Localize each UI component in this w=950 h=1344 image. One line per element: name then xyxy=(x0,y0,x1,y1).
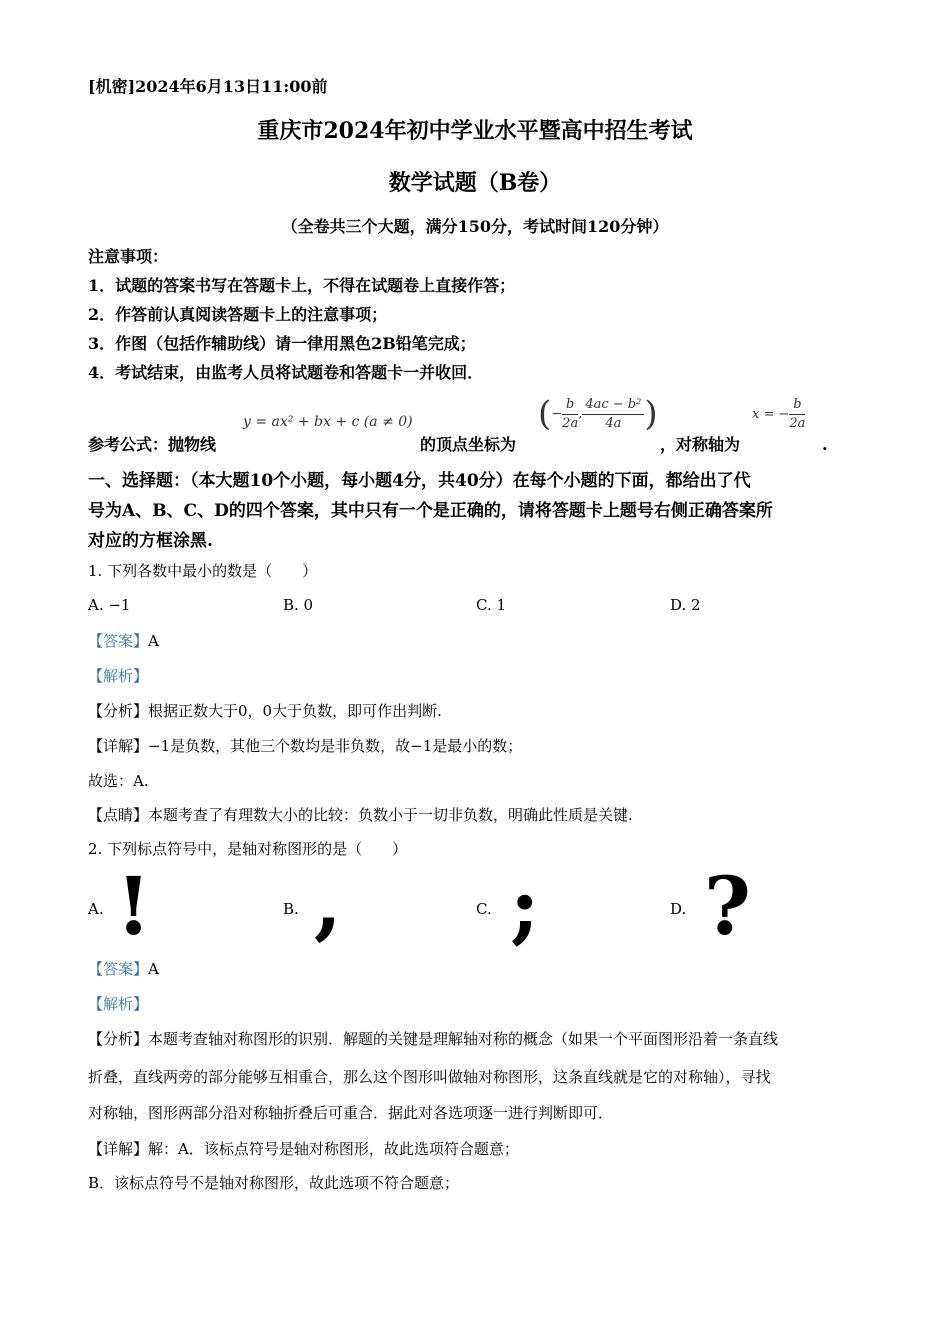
q1-option-c: C. 1 xyxy=(476,596,507,614)
q2-xiangjie: 【详解】解：A．该标点符号是轴对称图形，故此选项符合题意； xyxy=(88,1140,519,1158)
q1-xiangjie: 【详解】−1是负数，其他三个数均是非负数，故−1是最小的数； xyxy=(88,737,523,755)
section-heading-line2: 号为A、B、C、D的四个答案，其中只有一个是正确的，请将答题卡上题号右侧正确答案所 xyxy=(88,501,773,521)
parabola-formula: y = ax² + bx + c (a ≠ 0) xyxy=(243,414,413,430)
q2-option-d-label: D. xyxy=(670,900,687,918)
note-item: 2．作答前认真阅读答题卡上的注意事项； xyxy=(88,305,388,324)
q1-guxuan: 故选：A. xyxy=(88,772,149,790)
q1-answer: 【答案】A xyxy=(88,632,159,650)
confidential-note: [机密]2024年6月13日11:00前 xyxy=(88,77,328,96)
exam-info: （全卷共三个大题，满分150分，考试时间120分钟） xyxy=(281,217,669,236)
q2-analysis-tag: 【解析】 xyxy=(88,995,149,1013)
q2-option-a-label: A. xyxy=(88,900,104,918)
q1-option-d: D. 2 xyxy=(670,596,701,614)
q2-stem: 2. 下列标点符号中，是轴对称图形的是（ ） xyxy=(88,840,408,858)
note-item: 3．作图（包括作辅助线）请一律用黑色2B铅笔完成； xyxy=(88,334,476,353)
section-heading-line3: 对应的方框涂黑. xyxy=(88,531,213,551)
section-heading-line1: 一、选择题：（本大题10个小题，每小题4分，共40分）在每个小题的下面，都给出了代 xyxy=(88,471,751,491)
exam-subtitle: 数学试题（B卷） xyxy=(388,170,562,196)
note-item: 4．考试结束，由监考人员将试题卷和答题卡一并收回． xyxy=(88,363,484,382)
q2-fenxi-line2: 折叠，直线两旁的部分能够互相重合，那么这个图形叫做轴对称图形，这条直线就是它的对称轴），寻找 xyxy=(88,1068,771,1086)
formula-end: . xyxy=(822,435,828,454)
q2-fenxi-line1: 【分析】本题考查轴对称图形的识别．解题的关键是理解轴对称的概念（如果一个平面图形沿着一条直线 xyxy=(88,1030,779,1048)
q1-option-b: B. 0 xyxy=(283,596,314,614)
q1-dianjing: 【点睛】本题考查了有理数大小的比较：负数小于一切非负数，明确此性质是关键. xyxy=(88,806,633,824)
semicolon-glyph: ; xyxy=(510,859,540,953)
q2-option-c-label: C. xyxy=(476,900,492,918)
question-mark-glyph: ? xyxy=(704,859,751,953)
q2-fenxi-line3: 对称轴，图形两部分沿对称轴折叠后可重合．据此对各选项逐一进行判断即可． xyxy=(88,1104,614,1122)
q1-stem: 1. 下列各数中最小的数是（ ） xyxy=(88,562,318,580)
note-item: 1．试题的答案书写在答题卡上，不得在试题卷上直接作答； xyxy=(88,276,516,295)
notes-heading: 注意事项： xyxy=(88,247,169,266)
q2-option-b-label: B. xyxy=(283,900,299,918)
exam-title: 重庆市2024年初中学业水平暨高中招生考试 xyxy=(257,118,693,144)
q2-option-b-explanation: B．该标点符号不是轴对称图形，故此选项不符合题意； xyxy=(88,1174,460,1192)
vertex-formula: (− $\frac{b}{2a}$ , $\frac{\text{4ac − b²}}{4a}$ ) xyxy=(538,394,658,434)
vertex-label: 的顶点坐标为 xyxy=(420,435,517,454)
q1-option-a: A. −1 xyxy=(88,596,131,614)
comma-glyph: , xyxy=(314,855,342,949)
exclamation-mark-glyph: ! xyxy=(116,859,152,953)
q1-analysis-tag: 【解析】 xyxy=(88,667,149,685)
q2-answer: 【答案】A xyxy=(88,960,159,978)
axis-label: ，对称轴为 xyxy=(660,435,741,454)
formula-prefix: 参考公式：抛物线 xyxy=(88,435,217,454)
q1-fenxi: 【分析】根据正数大于0，0大于负数，即可作出判断. xyxy=(88,702,442,720)
axis-formula: x = − $\frac{b}{2a}$ xyxy=(752,397,806,431)
